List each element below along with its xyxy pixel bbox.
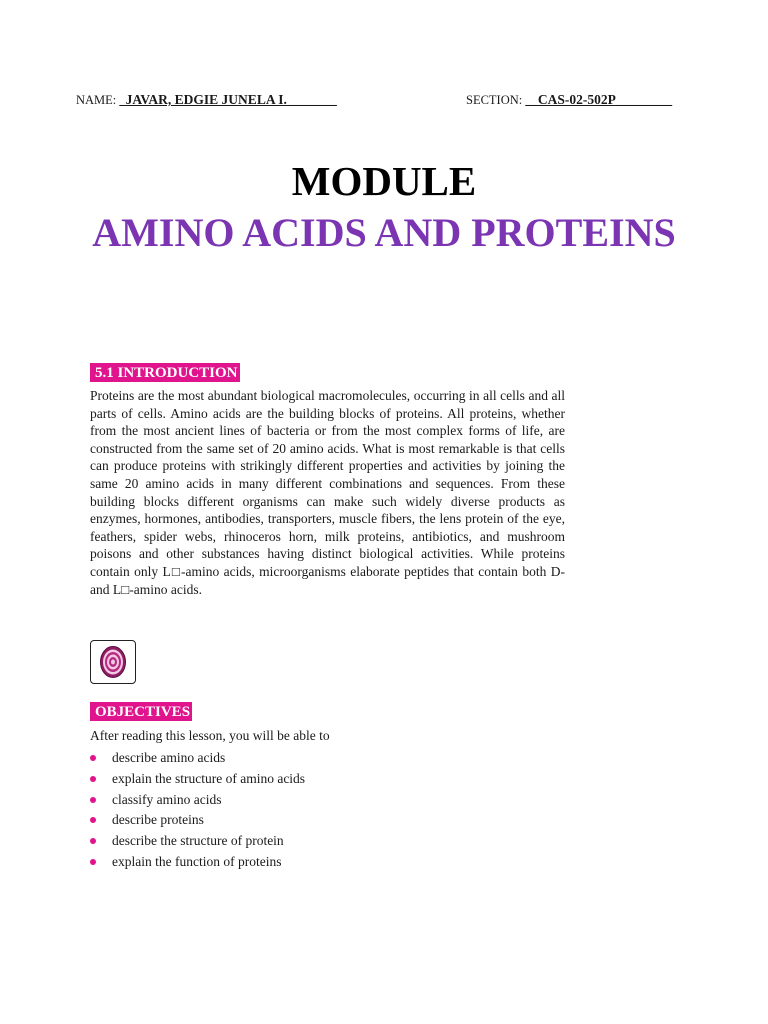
name-line bbox=[76, 92, 337, 108]
section-line bbox=[466, 92, 672, 108]
objectives-heading: OBJECTIVES bbox=[90, 702, 192, 721]
list-item bbox=[90, 748, 305, 769]
topic-title: AMINO ACIDS AND PROTEINS bbox=[92, 210, 676, 255]
list-item-text: classify amino acids bbox=[112, 791, 222, 807]
list-item bbox=[90, 769, 305, 790]
list-item-text: describe the structure of protein bbox=[112, 833, 284, 849]
bullet-icon bbox=[90, 755, 96, 761]
objectives-icon-box bbox=[90, 640, 136, 684]
list-item-text: explain the structure of amino acids bbox=[112, 770, 306, 786]
introduction-body: Proteins are the most abundant biological macromolecules, occurring in all cells and all parts of cells. Amino acids are the building blocks of proteins. All proteins, whether from the most ancient lines of bacteria or from the most complex forms of life, are constructed from the same set of 20 amino acids. What is most remarkable is that cells can produce proteins with strikingly different properties and activities by joining the same 20 amino acids in many different combinations and sequences. From these building blocks different organisms can make such widely diverse products as enzymes, hormones, antibodies, transporters, muscle fibers, the lens protein of the eye, feathers, spider webs, rhinoceros horn, milk proteins, antibiotics, and mushroom poisons and other substances having distinct biological activities. While proteins contain only L□-amino acids, microorganisms elaborate peptides that contain both D- and L□-amino acids. bbox=[90, 388, 565, 597]
bullet-icon bbox=[90, 859, 96, 865]
list-item-text: describe amino acids bbox=[112, 750, 226, 765]
bullet-icon bbox=[90, 817, 96, 823]
bullet-icon bbox=[90, 838, 96, 844]
section-prefix: __ bbox=[525, 93, 538, 107]
target-icon bbox=[99, 645, 127, 679]
introduction-heading: 5.1 INTRODUCTION bbox=[90, 363, 240, 382]
student-name: JAVAR, EDGIE JUNELA I. bbox=[125, 92, 287, 107]
objectives-lead: After reading this lesson, you will be able to bbox=[90, 728, 330, 743]
name-label: NAME: bbox=[76, 93, 117, 107]
list-item-text: explain the function of proteins bbox=[112, 853, 282, 869]
objectives-list bbox=[90, 748, 305, 873]
list-item bbox=[90, 810, 305, 831]
module-title: MODULE bbox=[291, 158, 477, 204]
list-item bbox=[90, 831, 305, 852]
section-suffix: _________ bbox=[615, 93, 673, 107]
name-suffix: ________ bbox=[286, 93, 337, 107]
section-label: SECTION: bbox=[466, 93, 523, 107]
section-value: CAS-02-502P bbox=[537, 92, 616, 107]
bullet-icon bbox=[90, 797, 96, 803]
list-item bbox=[90, 852, 305, 873]
list-item-text: describe proteins bbox=[112, 812, 204, 828]
name-prefix: _ bbox=[119, 93, 126, 107]
list-item bbox=[90, 790, 305, 811]
bullet-icon bbox=[90, 776, 96, 782]
